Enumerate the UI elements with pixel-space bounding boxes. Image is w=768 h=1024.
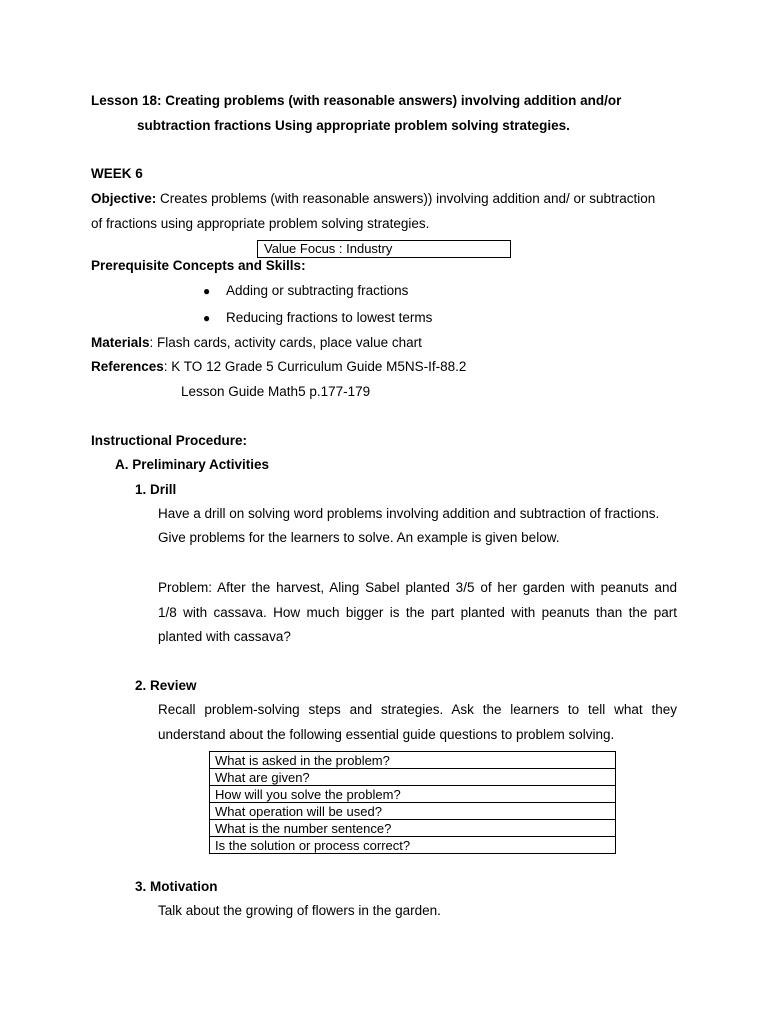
drill-text-line2	[158, 530, 559, 546]
motivation-heading	[135, 879, 218, 895]
lesson-title-line2	[137, 118, 570, 134]
review-text-line2	[158, 727, 614, 743]
review-heading	[135, 678, 197, 694]
objective-text-2: of fractions using appropriate problem solving strategies.	[91, 216, 430, 231]
prerequisite-item	[226, 283, 408, 299]
references-text-2: Lesson Guide Math5 p.177-179	[181, 384, 371, 399]
table-row	[210, 769, 616, 786]
references-label: References	[91, 359, 164, 374]
bullet-icon: ●	[203, 284, 211, 298]
value-focus-text: Value Focus : Industry	[264, 241, 393, 256]
section-a-text: A. Preliminary Activities	[115, 457, 270, 472]
table-row	[210, 803, 616, 820]
references-text: : K TO 12 Grade 5 Curriculum Guide M5NS-If-88.2	[163, 359, 467, 374]
procedure-heading	[91, 433, 247, 449]
review-title: 2. Review	[135, 678, 197, 693]
prerequisite-heading-text: Prerequisite Concepts and Skills:	[91, 258, 306, 273]
objective-line1	[91, 191, 655, 207]
materials-text: : Flash cards, activity cards, place value chart	[149, 335, 422, 350]
guide-question: What is the number sentence?	[210, 820, 616, 837]
review-text-line1	[158, 702, 677, 718]
problem-line1	[158, 580, 677, 596]
references-line2	[181, 384, 370, 400]
guide-question: How will you solve the problem?	[210, 786, 616, 803]
prerequisite-item-text: Adding or subtracting fractions	[226, 283, 409, 298]
drill-text: Have a drill on solving word problems involving addition and subtraction of fractions.	[158, 506, 660, 521]
prerequisite-item-text: Reducing fractions to lowest terms	[226, 310, 433, 325]
review-text: understand about the following essential guide questions to problem solving.	[158, 727, 615, 742]
table-row	[210, 837, 616, 854]
guide-questions-table	[209, 751, 616, 854]
guide-question: What operation will be used?	[210, 803, 616, 820]
problem-line3	[158, 629, 291, 645]
objective-text: Creates problems (with reasonable answers)) involving addition and/ or subtraction	[160, 191, 656, 206]
guide-question: What is asked in the problem?	[210, 752, 616, 769]
objective-line2	[91, 216, 429, 232]
drill-heading	[135, 482, 176, 498]
week-label	[91, 166, 143, 182]
review-text: Recall problem-solving steps and strategies. Ask the learners to tell what they	[158, 702, 677, 717]
problem-text: 1/8 with cassava. How much bigger is the part planted with peanuts than the part	[158, 605, 677, 620]
table-row	[210, 786, 616, 803]
drill-text: Give problems for the learners to solve. An example is given below.	[158, 530, 560, 545]
table-row	[210, 820, 616, 837]
lesson-title-line1	[91, 93, 621, 109]
table-row	[210, 752, 616, 769]
problem-text: planted with cassava?	[158, 629, 291, 644]
materials-line	[91, 335, 422, 351]
materials-label: Materials	[91, 335, 150, 350]
procedure-heading-text: Instructional Procedure:	[91, 433, 248, 448]
drill-text-line1	[158, 506, 659, 522]
guide-question: Is the solution or process correct?	[210, 837, 616, 854]
motivation-text-line1	[158, 903, 441, 919]
drill-title: 1. Drill	[135, 482, 177, 497]
week-text: WEEK 6	[91, 166, 143, 181]
references-line1	[91, 359, 466, 375]
lesson-title-text: Creating problems (with reasonable answers) involving addition and/or	[165, 93, 622, 108]
lesson-label: Lesson 18:	[91, 93, 162, 108]
problem-text: Problem: After the harvest, Aling Sabel planted 3/5 of her garden with peanuts and	[158, 580, 677, 595]
value-focus-box	[257, 240, 511, 258]
motivation-title: 3. Motivation	[135, 879, 218, 894]
problem-line2	[158, 605, 677, 621]
bullet-icon: ●	[203, 311, 211, 325]
prerequisite-item	[226, 310, 432, 326]
motivation-text: Talk about the growing of flowers in the garden.	[158, 903, 441, 918]
prerequisite-heading	[91, 258, 306, 274]
lesson-title-text-2: subtraction fractions Using appropriate problem solving strategies.	[137, 118, 570, 133]
objective-label: Objective:	[91, 191, 157, 206]
section-a-heading	[115, 457, 269, 473]
guide-question: What are given?	[210, 769, 616, 786]
